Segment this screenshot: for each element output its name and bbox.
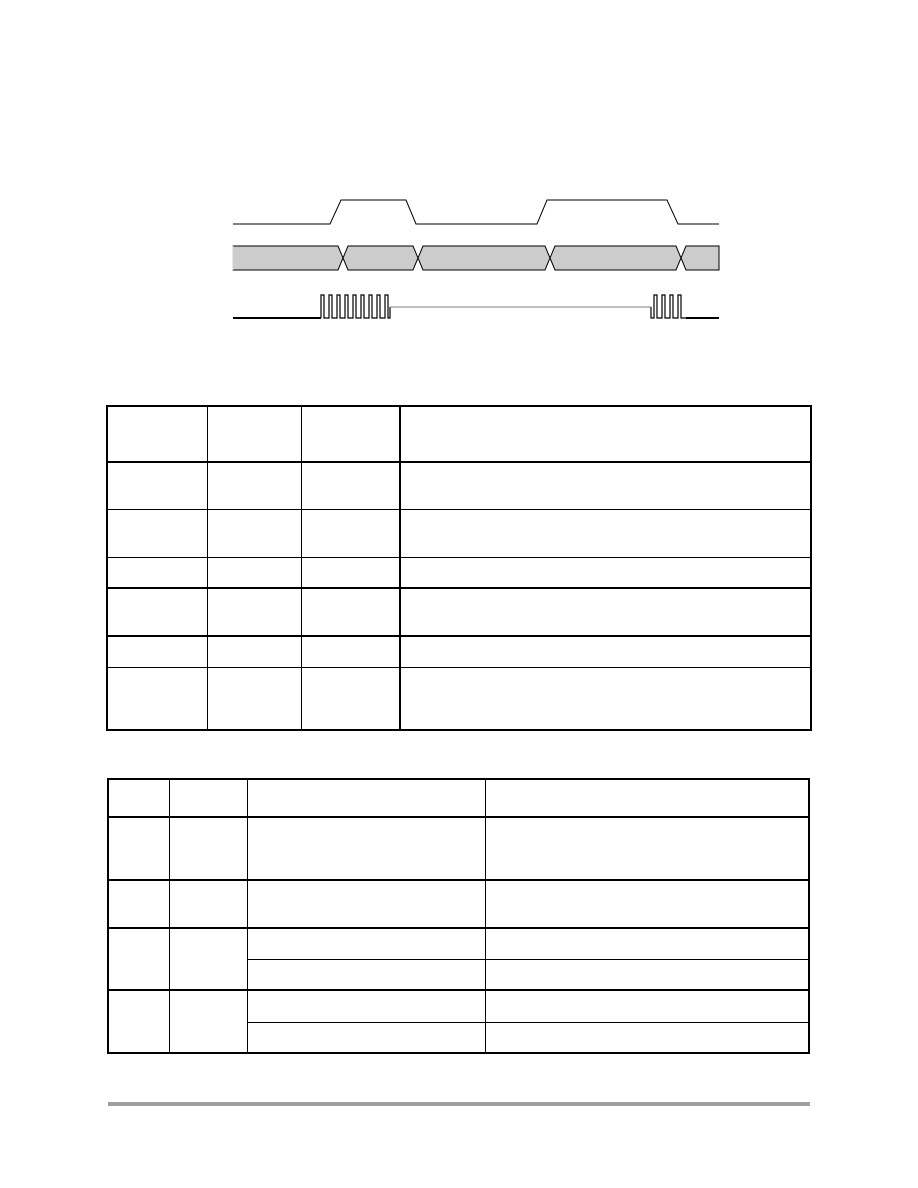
table-2-row [108, 880, 809, 928]
table-2-cell [247, 880, 485, 928]
bus-segment [418, 246, 550, 270]
table-1-cell [301, 667, 400, 730]
table-2-group-cell [169, 880, 247, 928]
bus-segment [233, 246, 343, 270]
table-2-cell [485, 1022, 809, 1053]
table-2-cell [247, 1022, 485, 1053]
table-1-cell [400, 667, 811, 730]
table-1-cell [301, 557, 400, 588]
table-1-header-row [107, 406, 811, 462]
table-1-cell [107, 588, 207, 636]
table-2-group-cell [108, 880, 169, 928]
table-2-group-cell [108, 990, 169, 1053]
table-1-cell [207, 557, 301, 588]
table-1-cell [207, 509, 301, 557]
table-2-header-cell [169, 779, 247, 817]
table-2 [107, 778, 810, 1054]
table-1-cell [207, 406, 301, 462]
table-2-cell [485, 928, 809, 959]
clock-signal [233, 200, 719, 224]
table-2-cell [247, 959, 485, 990]
bus-segment [550, 246, 681, 270]
table-2-cell [485, 880, 809, 928]
table-1-cell [107, 509, 207, 557]
table-2-row [108, 928, 809, 959]
burst-1 [321, 295, 390, 318]
table-1-cell [301, 509, 400, 557]
table-1-cell [207, 462, 301, 509]
table-1-cell [301, 636, 400, 667]
clock-waveform [233, 200, 719, 224]
table-1-cell [400, 509, 811, 557]
table-1-row [107, 636, 811, 667]
burst-signal [233, 295, 719, 318]
table-1-cell [107, 667, 207, 730]
table-1-cell [400, 557, 811, 588]
table-1-cell [400, 636, 811, 667]
table-2-group-cell [108, 817, 169, 880]
table-1-row [107, 588, 811, 636]
table-2-cell [247, 990, 485, 1022]
table-2-cell [485, 817, 809, 880]
table-2-group-cell [169, 928, 247, 990]
table-1-cell [301, 588, 400, 636]
burst-2 [651, 295, 686, 318]
table-2-header-cell [108, 779, 169, 817]
table-1-cell [107, 557, 207, 588]
table-1-row [107, 667, 811, 730]
table-1-cell [400, 588, 811, 636]
table-2-group-cell [108, 928, 169, 990]
table-1-row [107, 509, 811, 557]
table-2-row [108, 990, 809, 1022]
table-2-row [108, 817, 809, 880]
bus-segment [681, 246, 719, 270]
table-1-cell [301, 406, 400, 462]
table-2-group-cell [169, 990, 247, 1053]
table-2-header-row [108, 779, 809, 817]
table-1-cell [400, 462, 811, 509]
table-1-cell [207, 588, 301, 636]
table-1-cell [107, 406, 207, 462]
bus-segment [343, 246, 418, 270]
table-1-cell [207, 667, 301, 730]
timing-diagram [0, 0, 918, 380]
table-2-cell [247, 817, 485, 880]
table-2-header-cell [247, 779, 485, 817]
table-1-cell [107, 462, 207, 509]
table-1-cell [107, 636, 207, 667]
table-2-cell [485, 959, 809, 990]
table-1-row [107, 462, 811, 509]
table-2-cell [247, 928, 485, 959]
table-2-group-cell [169, 817, 247, 880]
table-1-row [107, 557, 811, 588]
table-1-cell [301, 462, 400, 509]
table-2-cell [485, 990, 809, 1022]
table-2-header-cell [485, 779, 809, 817]
footer-divider [108, 1102, 810, 1106]
table-1 [106, 405, 812, 731]
table-1-cell [207, 636, 301, 667]
table-1-cell [400, 406, 811, 462]
bus-signal [233, 246, 719, 270]
